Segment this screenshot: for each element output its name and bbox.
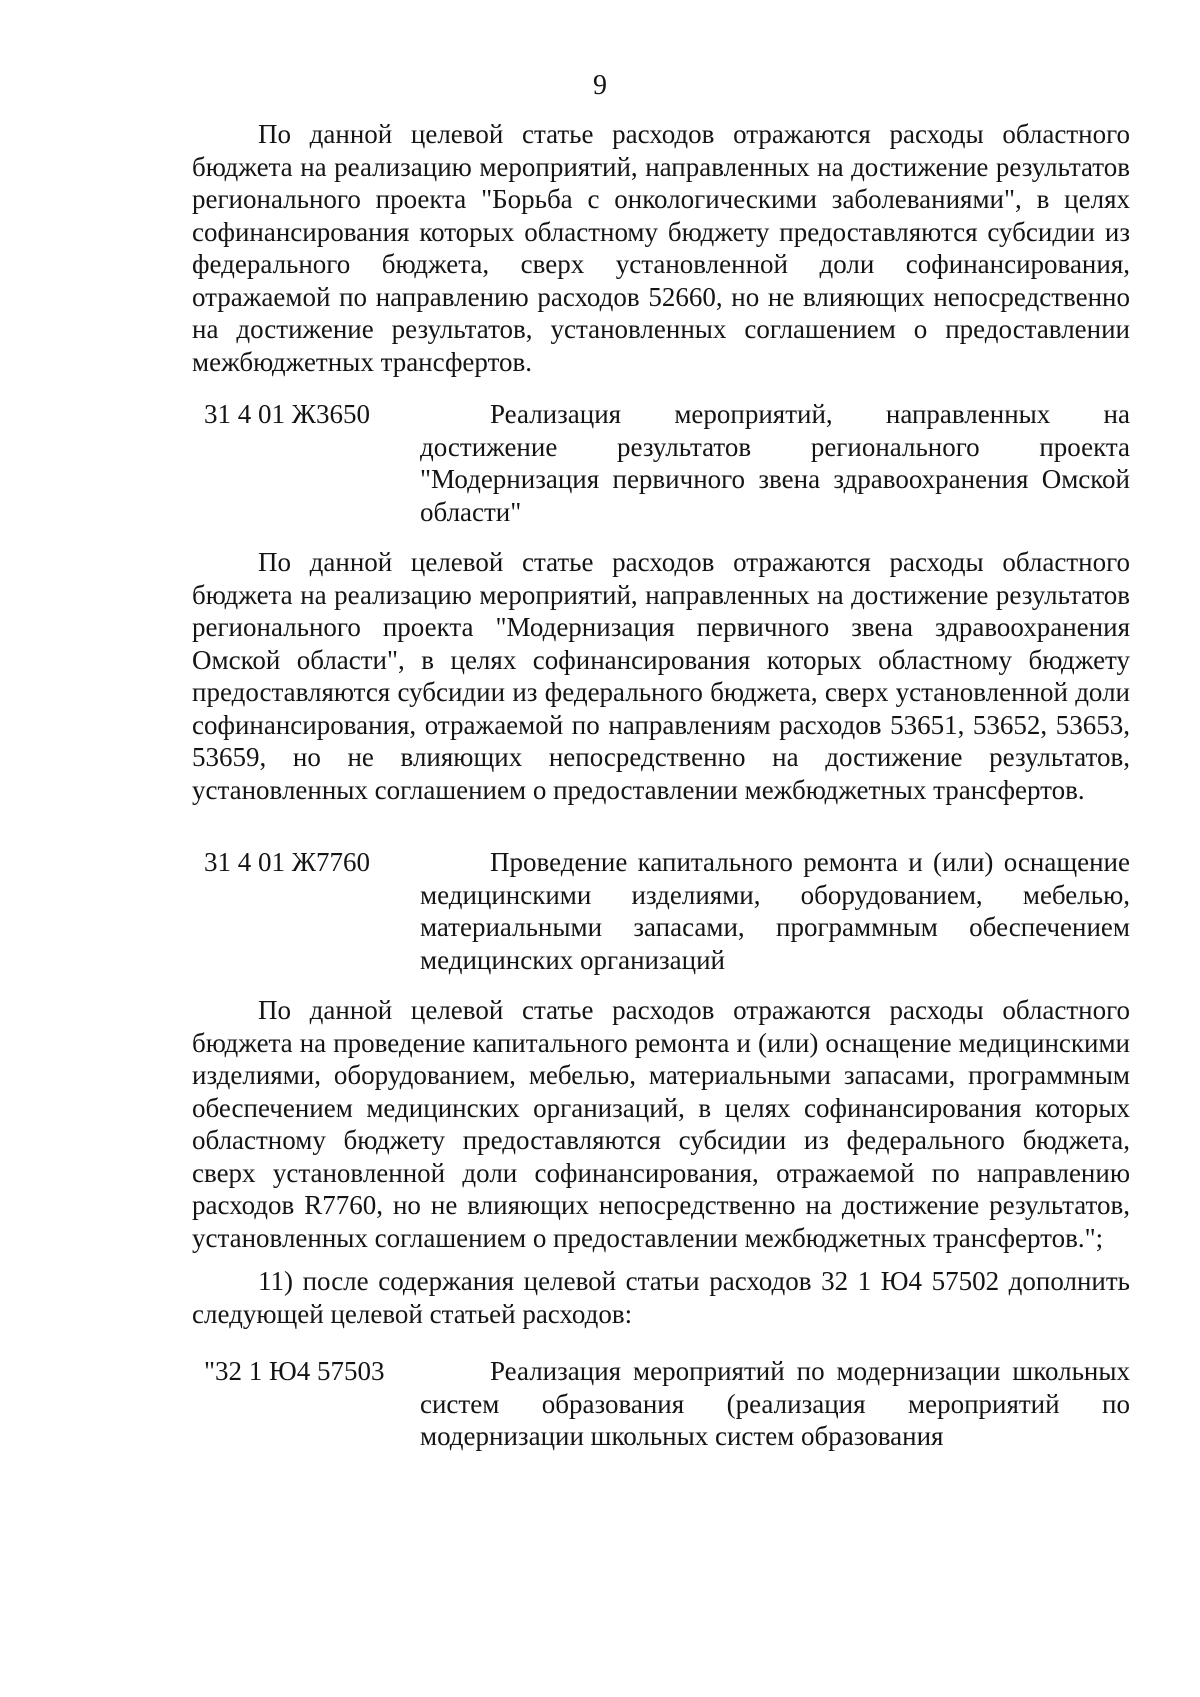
paragraph-primary-care-expenses: По данной целевой статье расходов отражаются расходы областного бюджета на реализацию мероприятий, направленных на достижение результатов регионального проекта "Модернизация первичного звена здравоохранения Омской области", в целях софинансирования которых областному бюджету предоставляются субсидии из федерального бюджета, сверх установленной доли софинансирования, отражаемой по направлениям расходов 53651, 53652, 53653, 53659, но не влияющих непосредственно на достижение результатов, установленных соглашением о предоставлении межбюджетных трансфертов. xyxy=(192,547,1130,805)
paragraph-oncology-expenses: По данной целевой статье расходов отражаются расходы областного бюджета на реализацию мероприятий, направленных на достижение результатов регионального проекта "Борьба с онкологическими заболеваниями", в целях софинансирования которых областному бюджету предоставляются субсидии из федерального бюджета, сверх установленной доли софинансирования, отражаемой по направлению расходов 52660, но не влияющих непосредственно на достижение результатов, установленных соглашением о предоставлении межбюджетных трансфертов. xyxy=(192,119,1130,377)
budget-code: "32 1 Ю4 57503 xyxy=(204,1356,385,1386)
budget-code: 31 4 01 Ж3650 xyxy=(204,399,370,429)
page-number: 9 xyxy=(593,70,607,101)
budget-code: 31 4 01 Ж7760 xyxy=(204,847,370,877)
budget-description: Реализация мероприятий, направленных на достижение результатов регионального проекта "Модернизация первичного звена здравоохранения Омской области" xyxy=(420,399,1130,527)
budget-description: Проведение капитального ремонта и (или) оснащение медицинскими изделиями, оборудованием, мебелью, материальными запасами, программным обеспечением медицинских организаций xyxy=(420,847,1130,975)
paragraph-amendment-item-11: 11) после содержания целевой статьи расходов 32 1 Ю4 57502 дополнить следующей целевой статьей расходов: xyxy=(192,1266,1130,1329)
budget-description: Реализация мероприятий по модернизации школьных систем образования (реализация мероприятий по модернизации школьных систем образования xyxy=(420,1356,1130,1451)
paragraph-capital-repair-expenses: По данной целевой статье расходов отражаются расходы областного бюджета на проведение капитального ремонта и (или) оснащение медицинскими изделиями, оборудованием, мебелью, материальными запасами, программным обеспечением медицинских организаций, в целях софинансирования которых областному бюджету предоставляются субсидии из федерального бюджета, сверх установленной доли софинансирования, отражаемой по направлению расходов R7760, но не влияющих непосредственно на достижение результатов, установленных соглашением о предоставлении межбюджетных трансфертов."; xyxy=(192,995,1130,1253)
